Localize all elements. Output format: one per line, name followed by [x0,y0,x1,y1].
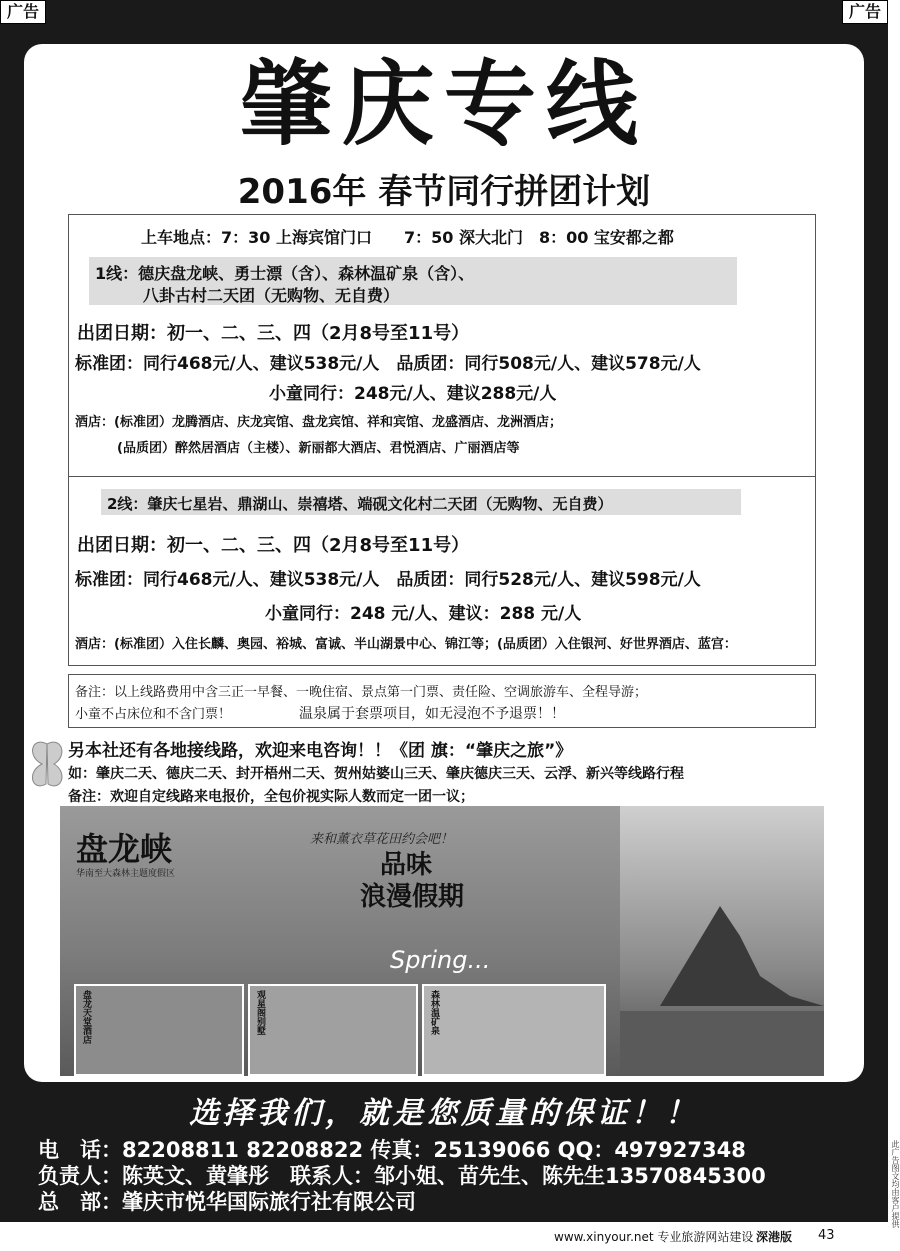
hotel-photo [74,984,244,1076]
promo-tag: 来和薰衣草花田约会吧！ [310,832,454,847]
villa-photo-label: 观星阁别墅 [255,990,265,1035]
route1-dates: 出团日期：初一、二、三、四（2月8号至11号） [77,323,470,344]
route2-price: 标准团：同行468元/人、建议538元/人 品质团：同行528元/人、建议598元/人 [75,570,701,590]
karst-lake-photo [620,806,824,1076]
ad-title: 肇庆专线 [239,51,648,158]
ad-tag-left: 广告 [0,0,46,24]
slogan: 选择我们，就是您质量的保证！！ [189,1096,699,1131]
notes-box [68,674,816,728]
footer-site: www.xinyour.net 专业旅游网站建设 [554,1230,754,1244]
panlong-gorge-promo-image [60,806,620,1076]
page-number: 43 [818,1228,835,1243]
route1-hotels-quality: (品质团）醉然居酒店（主楼）、新丽都大酒店、君悦酒店、广丽酒店等 [117,441,520,456]
notes-line2a: 小童不占床位和不含门票！ [75,707,232,722]
extra-routes-intro: 另本社还有各地接线路，欢迎来电咨询！！《团 旗：“肇庆之旅”》 [68,741,573,761]
ad-subtitle: 2016年 春节同行拼团计划 [237,172,651,212]
ad-tag-right: 广告 [842,0,888,24]
route1-name-line2: 八卦古村二天团（无购物、无自费） [143,286,400,305]
extra-routes-list: 如：肇庆二天、德庆二天、封开梧州二天、贺州姑婆山三天、肇庆德庆三天、云浮、新兴等线路行程 [68,766,684,782]
contact-headquarters: 总 部：肇庆市悦华国际旅行社有限公司 [38,1190,416,1214]
route1-name-line1: 1线：德庆盘龙峡、勇士漂（含）、森林温矿泉（含）、 [95,264,475,283]
contact-phone: 电 话：82208811 82208822 传真：25139066 QQ：497927348 [38,1138,746,1162]
route2-dates: 出团日期：初一、二、三、四（2月8号至11号） [77,535,470,556]
pickup-info: 上车地点：7：30 上海宾馆门口 7：50 深大北门 8：00 宝安都之都 [141,228,674,247]
promo-title-2: 浪漫假期 [360,882,465,912]
karst-mountain-shape [620,806,824,1076]
footer-edition: 深港版 [756,1230,793,1244]
panlong-logo: 盘龙峡 [76,830,173,868]
panlong-logo-subtitle: 华南至大森林主题度假区 [76,869,176,879]
spring-photo [422,984,606,1076]
route1-price: 标准团：同行468元/人、建议538元/人 品质团：同行508元/人、建议578元/人 [75,354,701,374]
photo-collage [60,806,824,1076]
side-note: 此广告图文均由客户提供 [891,1140,900,1228]
villa-photo [248,984,418,1076]
ad-content-panel [24,44,864,1082]
route1-hotels-standard: 酒店：(标准团）龙腾酒店、庆龙宾馆、盘龙宾馆、祥和宾馆、龙盛酒店、龙洲酒店； [75,415,562,430]
spring-photo-label: 森林温矿泉 [429,990,439,1035]
promo-title-1: 品味 [380,850,433,880]
contact-manager: 负责人：陈英文、黄肇彤 联系人：邹小姐、苗先生、陈先生13570845300 [38,1164,766,1188]
notes-line1: 备注：以上线路费用中含三正一早餐、一晚住宿、景点第一门票、责任险、空调旅游车、全程导游； [75,685,648,700]
route2-child-price: 小童同行：248 元/人、建议：288 元/人 [265,604,582,624]
route-box-2 [68,476,816,666]
route2-hotels: 酒店：(标准团）入住长麟、奥园、裕城、富诚、半山湖景中心、锦江等；(品质团）入住银河、好世界酒店、蓝宫： [75,637,737,652]
extra-routes-note: 备注：欢迎自定线路来电报价，全包价视实际人数而定一团一议； [68,789,474,805]
hotel-photo-label: 盘龙天堂酒店 [81,990,91,1044]
notes-line2b: 温泉属于套票项目，如无浸泡不予退票！！ [299,706,565,722]
route1-child-price: 小童同行：248元/人、建议288元/人 [269,384,557,404]
route2-name: 2线：肇庆七星岩、鼎湖山、崇禧塔、端砚文化村二天团（无购物、无自费） [107,495,613,513]
butterfly-icon [24,734,70,798]
spring-script: Spring... [390,946,491,974]
route-box [68,214,816,506]
